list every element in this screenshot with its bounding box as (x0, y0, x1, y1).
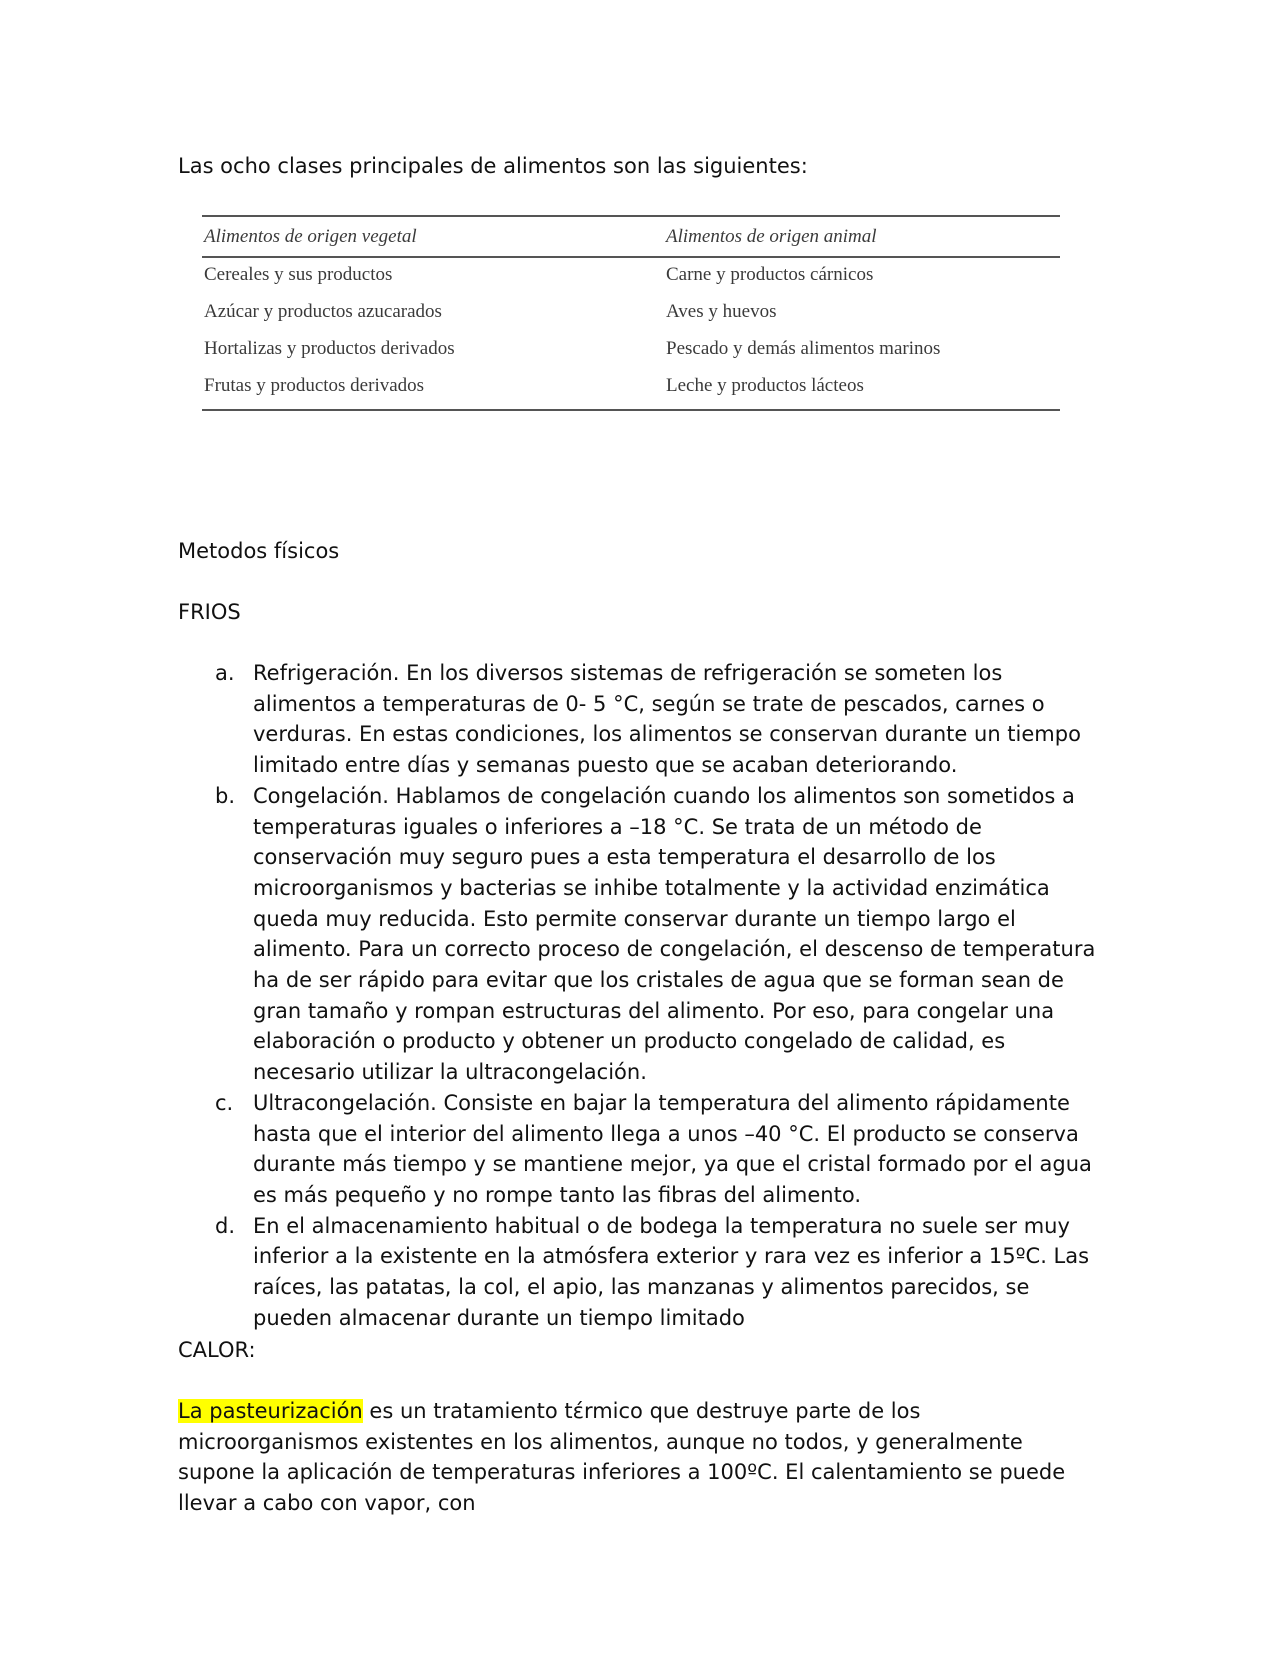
calor-paragraph (178, 1396, 1098, 1519)
intro-text: Las ocho clases principales de alimentos son las siguientes: (178, 154, 808, 178)
food-classes-table (202, 212, 1060, 420)
table-header-animal: Alimentos de origen animal (666, 226, 877, 247)
table-cell: Cereales y sus productos (204, 264, 393, 285)
table-top-rule (202, 215, 1060, 217)
paragraph-text: es un tratamiento tέrmico que destruye parte de los microorganismos existentes en los alimentos, aunque no todos, y generalmente supone la aplicaciόn de temperaturas inferiores a 100ºC. El calentamiento se puede llevar a cabo con vapor, con (178, 1399, 1066, 1516)
list-item-text: Ultracongelación. Consiste en bajar la temperatura del alimento rápidamente hasta que el interior del alimento llega a unos –40 °C. El producto se conserva durante más tiempo y se mantiene mejor, ya que el cristal formado por el agua es más pequeño y no rompe tanto las fibras del alimento. (253, 1090, 1092, 1207)
list-marker: b. (215, 783, 236, 808)
table-cell: Carne y productos cárnicos (666, 264, 874, 285)
list-item (178, 658, 1098, 781)
table-cell: Hortalizas y productos derivados (204, 338, 455, 359)
frios-list (178, 658, 1098, 1333)
table-cell: Frutas y productos derivados (204, 375, 425, 396)
section-title-calor: CALOR: (178, 1338, 256, 1362)
list-item-text: Refrigeración. En los diversos sistemas de refrigeración se someten los alimentos a temperaturas de 0- 5 °C, según se trate de pescados, carnes o verduras. En estas condiciones, los alimentos se conservan durante un tiempo limitado entre días y semanas puesto que se acaban deteriorando. (253, 661, 1081, 778)
table-header-vegetal: Alimentos de origen vegetal (204, 226, 417, 247)
list-marker: d. (215, 1213, 236, 1238)
list-item-text: En el almacenamiento habitual o de bodega la temperatura no suele ser muy inferior a la existente en la atmósfera exterior y rara vez es inferior a 15ºC. Las raíces, las patatas, la col, el apio, las manzanas y alimentos parecidos, se pueden almacenar durante un tiempo limitado (253, 1213, 1090, 1330)
list-item (178, 781, 1098, 1088)
list-marker: c. (215, 1090, 234, 1115)
table-bottom-rule (202, 409, 1060, 411)
list-marker: a. (215, 661, 235, 685)
table-cell: Leche y productos lácteos (666, 375, 864, 396)
table-cell: Azúcar y productos azucarados (204, 301, 442, 322)
section-title-frios: FRIOS (178, 600, 241, 624)
table-header-rule (202, 256, 1060, 258)
table-cell: Pescado y demás alimentos marinos (666, 338, 941, 359)
section-title-metodos: Metodos físicos (178, 539, 340, 563)
table-cell: Aves y huevos (666, 301, 777, 322)
list-item (178, 1211, 1098, 1334)
list-item (178, 1088, 1098, 1211)
list-item-text: Congelación. Hablamos de congelación cuando los alimentos son sometidos a temperaturas iguales o inferiores a –18 °C. Se trata de un método de conservación muy seguro pues a esta temperatura el desarrollo de los microorganismos y bacterias se inhibe totalmente y la actividad enzimática queda muy reducida. Esto permite conservar durante un tiempo largo el alimento. Para un correcto proceso de congelación, el descenso de temperatura ha de ser rápido para evitar que los cristales de agua que se forman sean de gran tamaño y rompan estructuras del alimento. Por eso, para congelar una elaboración o producto y obtener un producto congelado de calidad, es necesario utilizar la ultracongelación. (253, 783, 1096, 1085)
highlighted-term: La pasteurización (178, 1399, 363, 1423)
